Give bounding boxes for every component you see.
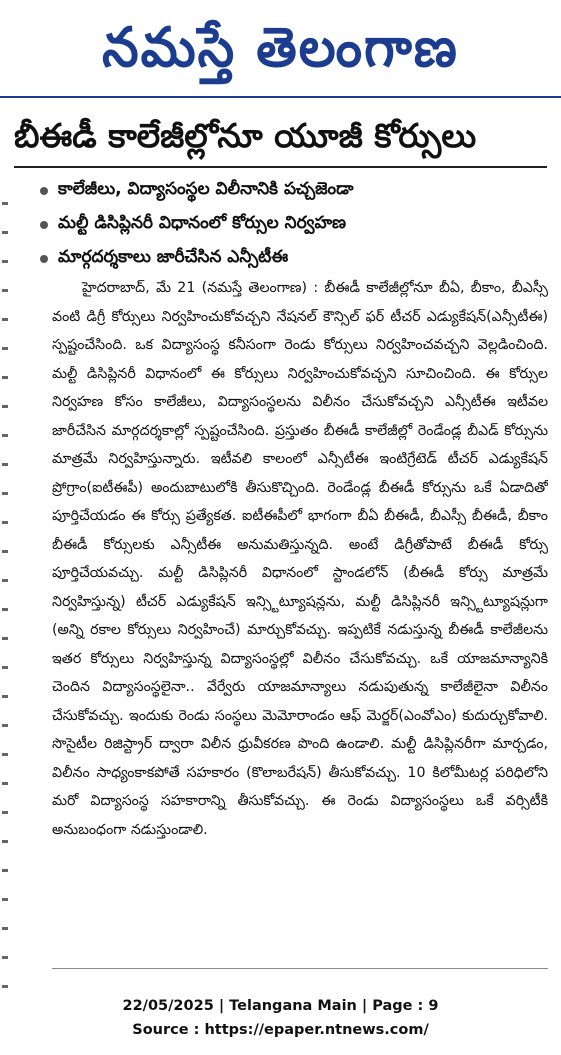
bullet-dot-icon bbox=[40, 187, 48, 195]
article-body: హైదరాబాద్, మే 21 (నమస్తే తెలంగాణ) : బీఈడీ కాలేజీల్లోనూ బీఏ, బీకాం, బీఎస్సీ వంటి డిగ్రీ కోర్సులు నిర్వహించుకోవచ్చని నేషనల్ కౌన్సిల్ ఫర్ టీచర్ ఎడ్యుకేషన్(ఎన్సీటీఈ) స్పష్టంచేసింది. ఒక విద్యాసంస్థ కనీసంగా రెండు కోర్సులు నిర్వహించవచ్చని వెల్లడించింది. మల్టీ డిసిప్లినరీ విధానంలో ఈ కోర్సులు నిర్వహించుకోవచ్చని సూచించింది. ఈ కోర్సుల నిర్వహణ కోసం కాలేజీలు, విద్యాసంస్థలను విలీనం చేసుకోవచ్చని ఎన్సీటీఈ ఇటీవల జారీచేసిన మార్గదర్శకాల్లో స్పష్టంచేసింది. ప్రస్తుతం బీఈడీ కాలేజీల్లో రెండేండ్ల బీఎడ్ కోర్సును మాత్రమే నిర్వహిస్తున్నారు. ఇటీవలి కాలంలో ఎన్సీటీఈ ఇంటిగ్రేటెడ్ టీచర్ ఎడ్యుకేషన్ ప్రోగ్రాం(ఐటీఈపీ) అందుబాటులోకి తీసుకొచ్చింది. రెండేండ్ల బీఈడీ కోర్సును ఒకే ఏడాదితో పూర్తిచేయడం ఈ కోర్సు ప్రత్యేకత. ఐటీఈపీలో భాగంగా బీఏ బీఈడీ, బీఎస్సీ బీఈడీ, బీకాం బీఈడీ కోర్సులకు ఎన్సీటీఈ అనుమతిస్తున్నది. అంటే డిగ్రీతోపాటే బీఈడీ కోర్సు పూర్తిచేయవచ్చు. మల్టీ డిసిప్లినరీ విధానంలో స్టాండలోన్ (బీఈడీ కోర్సు మాత్రమే నిర్వహిస్తున్న) టీచర్ ఎడ్యుకేషన్ ఇన్స్టిట్యూషన్లను, మల్టీ డిసిప్లినరీ ఇన్స్టిట్యూషన్లుగా (అన్ని రకాల కోర్సులు నిర్వహించే) మార్చుకోవచ్చు. ఇప్పటికే నడుస్తున్న బీఈడీ కాలేజీలను ఇతర కోర్సులు నిర్వహిస్తున్న విద్యాసంస్థల్లో విలీనం చేసుకోవచ్చు. ఒకే యాజమాన్యానికి చెందిన విద్యాసంస్థలైనా.. వేర్వేరు యాజమాన్యాలు నడుపుతున్న కాలేజీలైనా విలీనం చేసుకోవచ్చు. ఇందుకు రెండు సంస్థలు మెమోరాండం ఆఫ్ మెర్జర్(ఎంవోఎం) కుదుర్చుకోవాలి. సొసైటీల రిజిస్ట్రార్ ద్వారా విలీన ధ్రువీకరణ పొంది ఉండాలి. మల్టీ డిసిప్లినరీగా మార్చడం, విలీనం సాధ్యంకాకపోతే సహకారం (కొలాబరేషన్) తీసుకోవచ్చు. 10 కిలోమీటర్ల పరిధిలోని మరో విద్యాసంస్థ సహకారాన్ని తీసుకోవచ్చు. ఈ రెండు విద్యాసంస్థలు ఒకే వర్సిటీకి అనుబంధంగా నడుస్తుండాలి. bbox=[52, 280, 548, 838]
summary-bullets bbox=[40, 174, 550, 276]
article-end-rule bbox=[52, 968, 548, 969]
bullet-dot-icon bbox=[40, 255, 48, 263]
adjacent-column-edge bbox=[0, 176, 10, 1006]
masthead-title: నమస్తే తెలంగాణ bbox=[102, 16, 459, 80]
bullet-text: మార్గదర్శకాలు జారీచేసిన ఎన్సీటీఈ bbox=[58, 247, 289, 267]
summary-bullet bbox=[40, 174, 550, 208]
masthead bbox=[0, 0, 561, 98]
bullet-text: మల్టీ డిసిప్లినరీ విధానంలో కోర్సుల నిర్వహణ bbox=[58, 213, 347, 233]
summary-bullet bbox=[40, 208, 550, 242]
summary-bullet bbox=[40, 242, 550, 276]
edition-line: 22/05/2025 | Telangana Main | Page : 9 bbox=[122, 998, 439, 1014]
article-headline: బీఈడీ కాలేజీల్లోనూ యూజీ కోర్సులు bbox=[14, 104, 547, 168]
bullet-text: కాలేజీలు, విద్యాసంస్థల విలీనానికి పచ్చజెండా bbox=[58, 179, 354, 199]
bullet-dot-icon bbox=[40, 221, 48, 229]
footer bbox=[0, 994, 561, 1042]
source-line: Source : https://epaper.ntnews.com/ bbox=[132, 1022, 429, 1038]
